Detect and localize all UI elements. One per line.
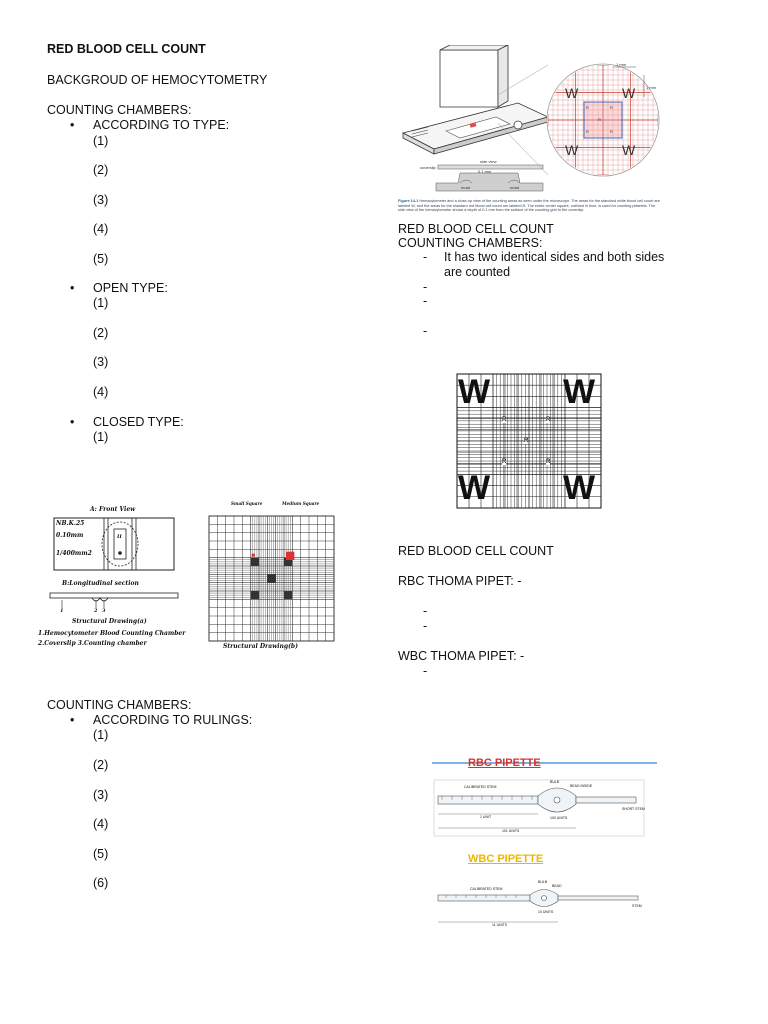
dash: - [423,250,428,264]
figure-number: Figure 14-1 [398,199,419,203]
structural-drawing-a [32,498,212,656]
hemacytometer-illustration [398,45,660,220]
rbc-100-label: 100 UNITS [550,816,568,820]
front-view-title: A: Front View [90,506,136,513]
w-area-label: W [565,85,579,101]
grid-square [251,558,259,566]
type-item: (4) [93,222,109,236]
rbc-unit-label: 1 UNIT [480,815,492,819]
dash: - [423,294,428,308]
two-sides-note-cont: are counted [444,265,511,279]
open-type-label: OPEN TYPE: [93,281,168,295]
grid-square [284,591,292,599]
ruling-item: (2) [93,758,109,772]
depth-label: 0.1 mm [478,169,492,174]
w-area-label: W [565,142,579,158]
dash: - [423,664,428,678]
counting-chambers-heading: COUNTING CHAMBERS: [47,103,192,117]
open-item: (2) [93,326,109,340]
open-item: (3) [93,355,109,369]
area-label: 1/400mm2 [56,550,92,557]
medium-square-label: Medium Square [282,501,320,506]
wbc-bulb-label: BULB [538,880,548,884]
w-area-label: W [458,373,491,411]
wbc-11-label: 11 UNITS [492,923,508,927]
dash: - [423,324,428,338]
number-label: 3 [102,608,106,614]
open-item: (4) [93,385,109,399]
rbc-101-label: 101 UNITS [502,829,520,833]
legend-line-1: 1.Hemocytometer Blood Counting Chamber [38,630,186,637]
ruling-item: (3) [93,788,109,802]
ruling-item: (5) [93,847,109,861]
structural-a-caption: Structural Drawing(a) [72,618,147,625]
scale-label-vertical: 1 mm [646,85,656,90]
w-area-label: W [622,85,636,101]
figure-caption [398,199,660,213]
dash: - [423,619,428,633]
r-area-label: R [610,105,613,110]
r-area-label: R [546,459,551,465]
according-rulings-label: ACCORDING TO RULINGS: [93,713,253,727]
moat-label: moat [461,185,470,190]
grid-square [251,591,259,599]
counting-grid-drawing [205,498,338,658]
w-area-label: W [563,373,596,411]
r-area-label: R [546,417,551,423]
roman-numeral: II [117,534,122,540]
rbc-bulb-label: BULB [550,780,560,784]
scale-label: 1 mm [616,62,626,67]
grid-square [584,102,622,138]
two-sides-note: It has two identical sides and both sides [444,250,665,264]
counting-grid-figure [455,372,603,510]
grid-square [267,574,275,582]
side-view-label: side view [480,159,497,164]
legend-line-2: 2.Coverslip 3.Counting chamber [38,640,147,647]
rbc-bead-label: BEAD INSIDE [570,784,593,788]
w-area-label: W [458,469,491,507]
bullet: • [70,118,75,132]
wbc-bead-label: BEAD [552,884,562,888]
closed-type-label: CLOSED TYPE: [93,415,184,429]
r-area-label: R [586,129,589,134]
type-item: (5) [93,252,109,266]
page-title: RED BLOOD CELL COUNT [47,42,206,56]
pipettes-drawing [432,752,657,932]
counting-chambers-heading-2: COUNTING CHAMBERS: [47,698,192,712]
wbc-stem-label: CALIBRATED STEM [470,887,503,891]
type-item: (1) [93,134,109,148]
open-item: (1) [93,296,109,310]
r-area-label: R [610,129,613,134]
pipettes-figure [432,752,657,932]
rbc-count-title-2: RED BLOOD CELL COUNT [398,544,554,558]
rbc-pipette-title: RBC PIPETTE [468,757,541,769]
r-area-label: R [586,105,589,110]
wbc-thoma-pipet: WBC THOMA PIPET: - [398,649,525,663]
ruling-item: (4) [93,817,109,831]
structural-b-caption: Structural Drawing(b) [223,643,298,650]
wbc-stem-short-label: STEM [632,904,642,908]
ruling-item: (1) [93,728,109,742]
dash: - [423,280,428,294]
dash: - [423,604,428,618]
rbc-short-stem-label: SHORT STEM [622,807,645,811]
type-item: (3) [93,193,109,207]
w-area-label: W [622,142,636,158]
according-type-label: ACCORDING TO TYPE: [93,118,230,132]
grid-square [252,554,255,557]
bullet: • [70,713,75,727]
closed-item: (1) [93,430,109,444]
figure-caption-text: Hemacytometer and a close-up view of the counting areas as seen under the microscope. The areas for the standard white blood cell count are labeled W, and the areas for the standard red blood cell count are labeled R. The entire center square, outlined in blue, is used for counting platelets. The side view of the hemacytometer shows a depth of 0.1 mm from the surface of the counting grid to the coverslip. [398,199,660,212]
wbc-10-label: 10 UNITS [538,910,554,914]
number-label: 2 [94,608,98,614]
rbc-count-title: RED BLOOD CELL COUNT [398,222,554,236]
r-area-label: R [524,438,529,444]
r-area-label: R [598,117,601,122]
structural-drawing-b [205,498,338,658]
rbc-thoma-pipet: RBC THOMA PIPET: - [398,574,522,588]
depth-label: 0.10mm [56,532,84,539]
number-label: 1 [60,608,64,614]
hemacytometer-figure [398,45,660,220]
w-area-label: W [563,469,596,507]
ruling-item: (6) [93,876,109,890]
type-item: (2) [93,163,109,177]
r-area-label: R [502,459,507,465]
bullet: • [70,415,75,429]
background-heading: BACKGROUD OF HEMOCYTOMETRY [47,73,268,87]
wbc-pipette-title: WBC PIPETTE [468,853,544,865]
small-square-label: Small Square [231,501,263,506]
grid-square [286,552,294,560]
r-area-label: R [502,417,507,423]
moat-label: moat [510,185,519,190]
counting-chambers-subtitle: COUNTING CHAMBERS: [398,236,543,250]
rbc-stem-label: CALIBRATED STEM [464,785,497,789]
longitudinal-label: B:Longitudinal section [62,580,139,587]
bullet: • [70,281,75,295]
coverslip-label: coverslip [420,165,436,170]
model-label: NB.K.25 [56,520,85,527]
